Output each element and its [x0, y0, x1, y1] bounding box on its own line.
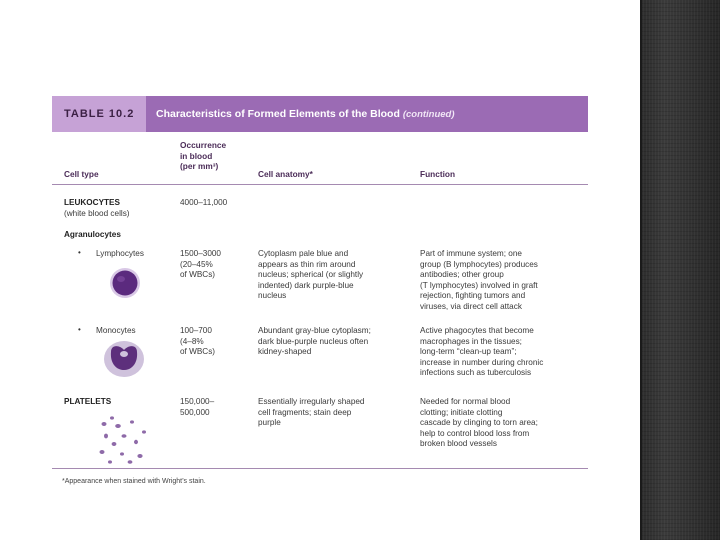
platelets-function-line-4: help to control blood loss from — [420, 428, 530, 438]
header-occurrence-line-1: Occurrence — [180, 140, 227, 150]
monocytes-anatomy — [258, 326, 371, 358]
header-cell-type: Cell type — [64, 169, 99, 179]
lymphocyte-image — [108, 266, 142, 300]
bullet-monocytes: • — [78, 325, 81, 334]
platelets-function-line-5: broken blood vessels — [420, 439, 497, 448]
lymphocytes-anatomy — [258, 249, 363, 302]
platelets-occurrence — [180, 397, 214, 418]
header-occurrence — [180, 140, 226, 172]
bullet-lymphocytes: • — [78, 248, 81, 257]
platelets-image — [96, 412, 156, 468]
monocytes-occurrence — [180, 326, 215, 358]
platelets-anatomy-line-1: Essentially irregularly shaped — [258, 397, 365, 406]
table-bottom-divider — [52, 468, 588, 469]
lymphocytes-function — [420, 249, 538, 312]
monocytes-function — [420, 326, 543, 379]
monocytes-function-line-4: increase in number during chronic — [420, 357, 544, 367]
lymphocytes-name: Lymphocytes — [96, 249, 144, 258]
leukocytes-occurrence: 4000–11,000 — [180, 198, 228, 207]
header-function: Function — [420, 169, 456, 179]
lymphocytes-anatomy-line-3: nucleus; spherical (or slightly — [258, 270, 364, 279]
monocytes-anatomy-line-1: Abundant gray-blue cytoplasm; — [258, 326, 371, 335]
leukocytes-subtitle: (white blood cells) — [64, 208, 130, 218]
platelets-anatomy-line-3: purple — [258, 418, 281, 427]
monocytes-anatomy-line-2: dark blue-purple nucleus often — [258, 336, 369, 346]
platelet-fragments — [100, 416, 147, 463]
table-footnote: *Appearance when stained with Wright’s stain. — [62, 478, 206, 485]
lymphocytes-occurrence-line-3: of WBCs) — [180, 270, 216, 279]
lymphocytes-anatomy-line-2: appears as thin rim around — [258, 259, 356, 269]
header-occurrence-line-3: (per mm³) — [180, 161, 219, 171]
platelets-function-line-1: Needed for normal blood — [420, 397, 511, 406]
lymphocytes-occurrence-line-2: (20–45% — [180, 259, 213, 269]
table-label: TABLE 10.2 — [52, 96, 146, 132]
monocytes-name: Monocytes — [96, 326, 136, 335]
agranulocytes-heading: Agranulocytes — [64, 230, 121, 239]
row-leukocytes — [64, 198, 130, 219]
lymphocytes-function-line-2: group (B lymphocytes) produces — [420, 259, 538, 269]
table-title — [146, 108, 455, 120]
monocytes-occurrence-line-2: (4–8% — [180, 336, 204, 346]
platelets-function-line-2: clotting; initiate clotting — [420, 407, 503, 417]
lymphocytes-function-line-3: antibodies; other group — [420, 270, 504, 279]
platelets-function — [420, 397, 538, 450]
lymphocytes-function-line-1: Part of immune system; one — [420, 249, 522, 258]
lymphocytes-occurrence — [180, 249, 221, 281]
lymphocytes-anatomy-line-5: nucleus — [258, 291, 287, 300]
table-document — [52, 96, 588, 500]
lymphocytes-function-line-6: viruses, via direct cell attack — [420, 301, 522, 311]
monocytes-function-line-1: Active phagocytes that become — [420, 326, 534, 335]
lymphocytes-function-line-5: rejection, fighting tumors and — [420, 291, 526, 300]
header-divider — [52, 184, 588, 185]
platelets-occurrence-line-2: 500,000 — [180, 407, 210, 417]
platelets-anatomy — [258, 397, 365, 429]
monocytes-anatomy-line-3: kidney-shaped — [258, 347, 312, 356]
lymphocytes-anatomy-line-1: Cytoplasm pale blue and — [258, 249, 349, 258]
header-occurrence-line-2: in blood — [180, 150, 213, 161]
monocyte-image — [102, 339, 146, 379]
leukocytes-name: LEUKOCYTES — [64, 198, 120, 207]
monocytes-function-line-2: macrophages in the tissues; — [420, 336, 522, 346]
side-panel — [640, 0, 720, 540]
table-title-bar — [52, 96, 588, 132]
monocytes-occurrence-line-3: of WBCs) — [180, 347, 216, 356]
monocytes-function-line-5: infections such as tuberculosis — [420, 368, 532, 377]
platelets-function-line-3: cascade by clinging to torn area; — [420, 418, 538, 427]
monocytes-function-line-3: long-term “clean-up team”; — [420, 347, 517, 356]
lymphocytes-anatomy-line-4: indented) dark purple-blue — [258, 280, 354, 290]
platelets-anatomy-line-2: cell fragments; stain deep — [258, 407, 352, 417]
lymphocytes-function-line-4: (T lymphocytes) involved in graft — [420, 280, 538, 290]
lymphocytes-occurrence-line-1: 1500–3000 — [180, 249, 221, 258]
platelets-occurrence-line-1: 150,000– — [180, 397, 215, 406]
platelets-name: PLATELETS — [64, 397, 112, 406]
table-title-text: Characteristics of Formed Elements of the Blood — [156, 108, 400, 120]
header-cell-anatomy: Cell anatomy* — [258, 169, 313, 179]
table-continued: (continued) — [402, 109, 455, 120]
monocytes-occurrence-line-1: 100–700 — [180, 326, 212, 335]
lymphocyte-nucleus — [113, 271, 138, 296]
